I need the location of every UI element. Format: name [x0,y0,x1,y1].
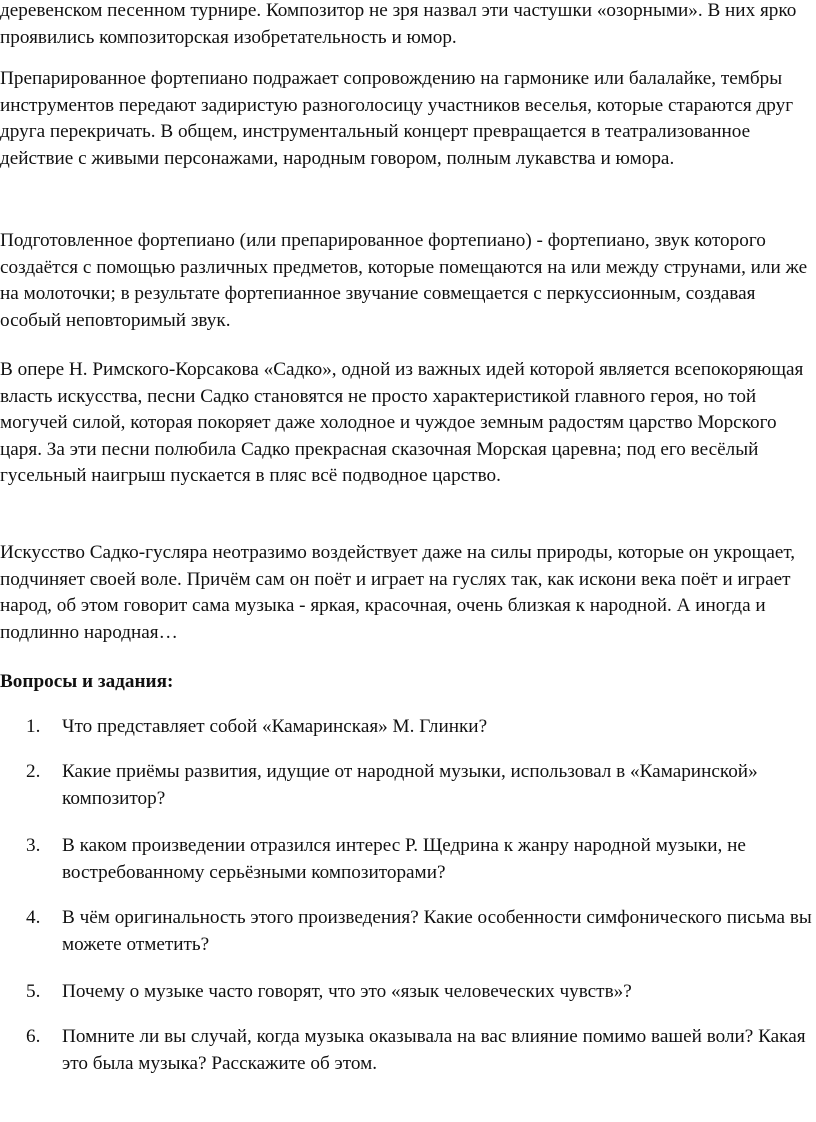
questions-heading: Вопросы и задания: [0,671,174,692]
paragraph-3: Подготовленное фортепиано (или препарированное фортепиано) - фортепиано, звук которого создаётся с помощью различных предметов, которые помещаются на или между струнами, или же на молоточки; в результате фортепианное звучание совмещается с перкуссионным, создавая особый неповторимый звук. [0,230,808,331]
paragraph-4: В опере Н. Римского-Корсакова «Садко», одной из важных идей которой является всепокоряющая власть искусства, песни Садко становятся не просто характеристикой главного героя, но той могучей силой, которая покоряет даже холодное и чуждое земным радостям царство Морского царя. За эти песни полюбила Садко прекрасная сказочная Морская царевна; под его весёлый гусельный наигрыш пускается в пляс всё подводное царство. [0,359,804,487]
paragraph-2: Препарированное фортепиано подражает сопровождению на гармонике или балалайке, тембры инструментов передают задиристую разноголосицу участников веселья, которые стараются друг друга перекричать. В общем, инструментальный концерт превращается в театрализованное действие с живыми персонажами, народным говором, полным лукавства и юмора. [0,68,794,169]
question-number: 5. [26,981,41,1002]
paragraph-5: Искусство Садко-гусляра неотразимо воздействует даже на силы природы, которые он укрощает, подчиняет своей воле. Причём сам он поёт и играет на гуслях так, как искони века поёт и играет народ, об этом говорит сама музыка - яркая, красочная, очень близкая к народной. А иногда и подлинно народная… [0,542,796,643]
question-number: 1. [26,716,41,737]
paragraph-1: деревенском песенном турнире. Композитор не зря назвал эти частушки «озорными». В них ярко проявились композиторская изобретательность и юмор. [0,0,797,48]
question-number: 2. [26,761,41,782]
question-text: Какие приёмы развития, идущие от народной музыки, использовал в «Камаринской» композитор? [62,761,758,809]
question-number: 3. [26,835,41,856]
question-text: Почему о музыке часто говорят, что это «язык человеческих чувств»? [62,981,632,1002]
question-number: 6. [26,1026,41,1047]
question-text: В чём оригинальность этого произведения? Какие особенности симфонического письма вы можете отметить? [62,907,812,955]
question-text: Помните ли вы случай, когда музыка оказывала на вас влияние помимо вашей воли? Какая это была музыка? Расскажите об этом. [62,1026,806,1074]
question-text: В каком произведении отразился интерес Р. Щедрина к жанру народной музыки, не востребованному серьёзными композиторами? [62,835,746,883]
question-text: Что представляет собой «Камаринская» М. Глинки? [62,716,488,737]
question-number: 4. [26,907,41,928]
